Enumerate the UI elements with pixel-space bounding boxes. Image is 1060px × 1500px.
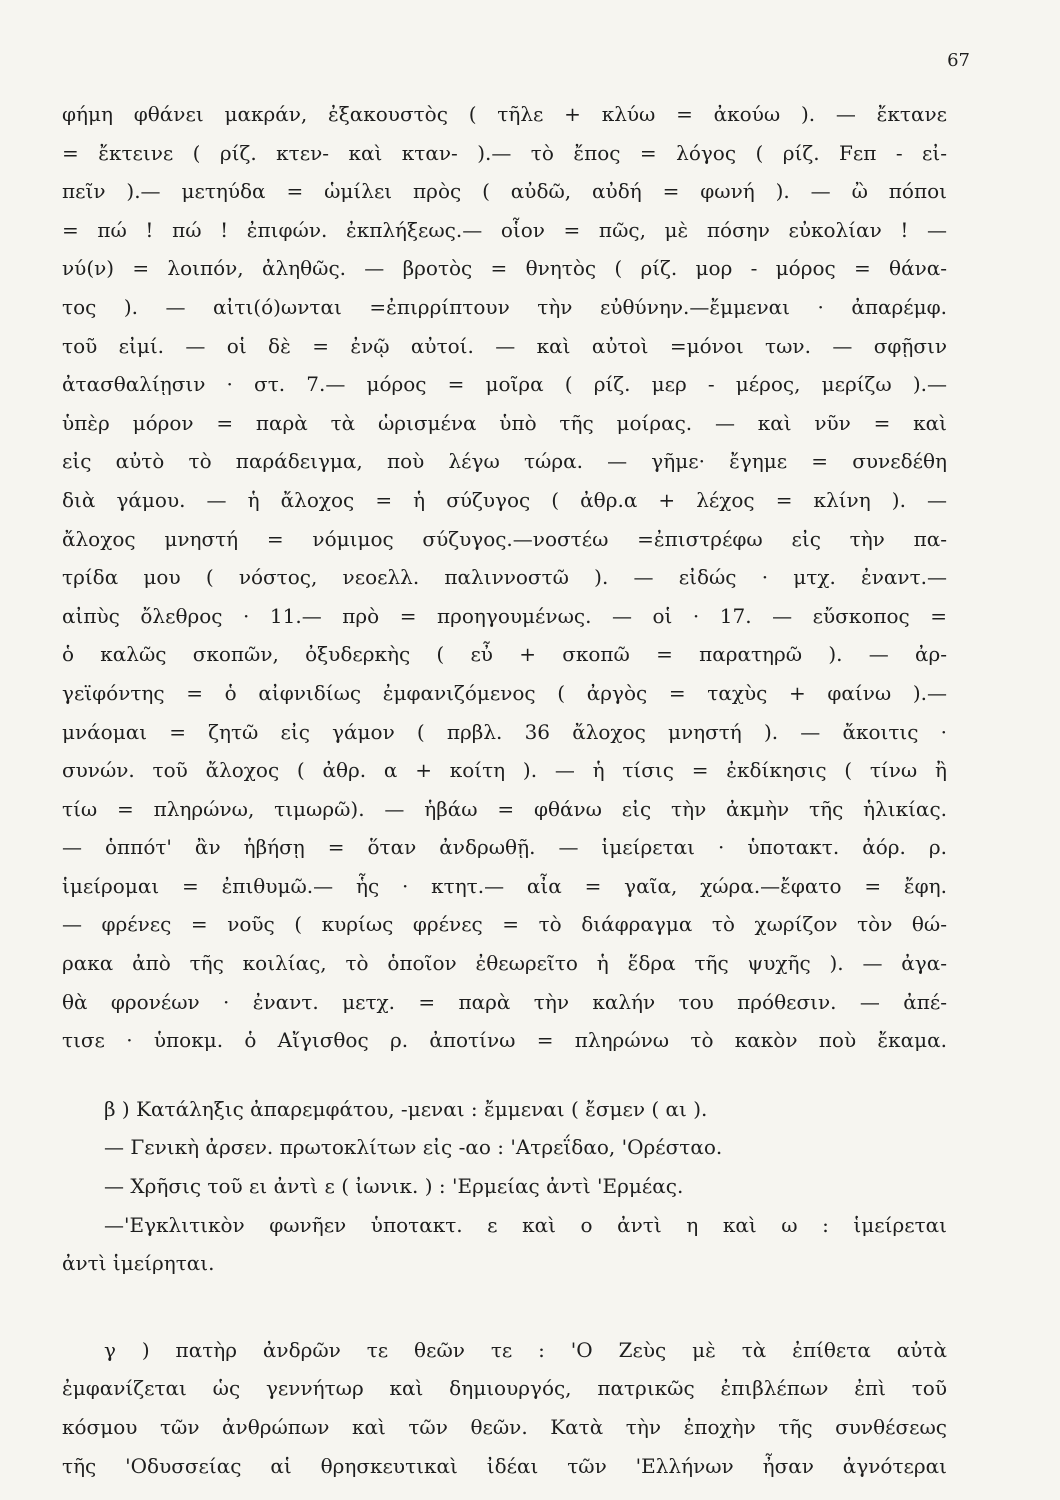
glossary-line: εἰς αὐτὸ τὸ παράδειγμα, ποὺ λέγω τώρα. — γῆμε· ἔγημε = συνεδέθη [62,449,947,474]
glossary-line: αἰπὺς ὄλεθρος · 11.— πρὸ = προηγουμένως. — οἱ · 17. — εὔσκοπος = [62,603,947,628]
section-spacer [62,1060,947,1090]
glossary-line: συνών. τοῦ ἄλοχος ( ἀθρ. α + κοίτη ). — ἡ τίσις = ἐκδίκησις ( τίνω ἢ [62,758,947,783]
section-spacer [62,1283,947,1331]
glossary-line: = πώ ! πώ ! ἐπιφών. ἐκπλήξεως.— οἷον = πῶς, μὲ πόσην εὐκολίαν ! — [62,217,947,242]
glossary-line: νύ(ν) = λοιπόν, ἀληθῶς. — βροτὸς = θνητὸς ( ρίζ. μορ - μόρος = θάνα- [62,256,947,281]
section-gamma-line: ἐμφανίζεται ὡς γεννήτωρ καὶ δημιουργός, πατρικῶς ἐπιβλέπων ἐπὶ τοῦ [62,1376,947,1401]
section-gamma-line: τῆς 'Οδυσσείας αἱ θρησκευτικαὶ ἰδέαι τῶν 'Ελλήνων ἦσαν ἀγνότεραι [62,1453,947,1478]
section-beta-line: β ) Κατάληξις ἀπαρεμφάτου, -μεναι : ἔμμεναι ( ἔσμεν ( αι ). [104,1096,708,1121]
glossary-line: τοῦ εἰμί. — οἱ δὲ = ἐνῷ αὐτοί. — καὶ αὐτοὶ =μόνοι των. — σφῇσιν [62,333,947,358]
section-beta [62,1090,947,1283]
glossary-line: γεϊφόντης = ὁ αἰφνιδίως ἐμφανιζόμενος ( ἀργὸς = ταχὺς + φαίνω ).— [62,680,947,705]
glossary-block [62,95,947,1060]
glossary-line: ρακα ἀπὸ τῆς κοιλίας, τὸ ὁποῖον ἐθεωρεῖτο ἡ ἕδρα τῆς ψυχῆς ). — ἀγα- [62,951,947,976]
section-beta-line: — Χρῆσις τοῦ ει ἀντὶ ε ( ἰωνικ. ) : 'Ερμείας ἀντὶ 'Ερμέας. [104,1174,684,1199]
glossary-line: τρίδα μου ( νόστος, νεοελλ. παλιννοστῶ ). — εἰδώς · μτχ. ἐναντ.— [62,565,947,590]
glossary-line: — φρένες = νοῦς ( κυρίως φρένες = τὸ διάφραγμα τὸ χωρίζον τὸν θώ- [62,912,947,937]
section-gamma-line: κόσμου τῶν ἀνθρώπων καὶ τῶν θεῶν. Κατὰ τὴν ἐποχὴν τῆς συνθέσεως [62,1415,947,1439]
glossary-line: τίω = πληρώνω, τιμωρῶ). — ἡβάω = φθάνω εἰς τὴν ἀκμὴν τῆς ἡλικίας. [62,796,947,821]
glossary-line: ἄλοχος μνηστή = νόμιμος σύζυγος.—νοστέω =ἐπιστρέφω εἰς τὴν πα- [62,526,947,551]
glossary-line: θὰ φρονέων · ἐναντ. μετχ. = παρὰ τὴν καλήν του πρόθεσιν. — ἀπέ- [62,989,947,1014]
glossary-line: ὁ καλῶς σκοπῶν, ὀξυδερκὴς ( εὖ + σκοπῶ = παρατηρῶ ). — ἀρ- [62,642,947,667]
glossary-line: τισε · ὑποκμ. ὁ Αἴγισθος ρ. ἀποτίνω = πληρώνω τὸ κακὸν ποὺ ἔκαμα. [62,1028,947,1053]
section-beta-line: ἀντὶ ἱμείρηται. [62,1251,215,1276]
section-gamma-line: γ ) πατὴρ ἀνδρῶν τε θεῶν τε : 'Ο Ζεὺς μὲ τὰ ἐπίθετα αὐτὰ [104,1337,947,1362]
glossary-line: = ἔκτεινε ( ρίζ. κτεν- καὶ κταν- ).— τὸ ἔπος = λόγος ( ρίζ. Fεπ - εἰ- [62,140,947,165]
section-beta-line: —'Εγκλιτικὸν φωνῆεν ὑποτακτ. ε καὶ ο ἀντὶ η καὶ ω : ἱμείρεται [104,1212,947,1237]
glossary-line: τος ). — αἰτι(ό)ωνται =ἐπιρρίπτουν τὴν εὐθύνην.—ἔμμεναι · ἀπαρέμφ. [62,294,947,319]
glossary-line: διὰ γάμου. — ἡ ἄλοχος = ἡ σύζυγος ( ἀθρ.α + λέχος = κλίνη ). — [62,487,947,512]
glossary-line: φήμη φθάνει μακράν, ἐξακουστὸς ( τῆλε + κλύω = ἀκούω ). — ἔκτανε [62,102,947,126]
glossary-line: ἀτασθαλίῃσιν · στ. 7.— μόρος = μοῖρα ( ρίζ. μερ - μέρος, μερίζω ).— [62,372,947,397]
glossary-line: ἱμείρομαι = ἐπιθυμῶ.— ἧς · κτητ.— αἶα = γαῖα, χώρα.—ἔφατο = ἔφη. [62,873,947,898]
section-beta-line: — Γενικὴ ἀρσεν. πρωτοκλίτων εἰς -αο : 'Ατρεΐδαο, 'Ορέσταο. [104,1135,723,1160]
page-body [62,95,947,1485]
glossary-line: μνάομαι = ζητῶ εἰς γάμον ( πρβλ. 36 ἄλοχος μνηστή ). — ἄκοιτις · [62,719,947,744]
glossary-line: — ὁππότ' ἂν ἡβήσῃ = ὅταν ἀνδρωθῇ. — ἱμείρεται · ὑποτακτ. ἀόρ. ρ. [62,835,947,860]
section-gamma [62,1331,947,1485]
page-number: 67 [947,50,970,71]
glossary-line: πεῖν ).— μετηύδα = ὡμίλει πρὸς ( αὐδῶ, αὐδή = φωνή ). — ὢ πόποι [62,179,947,204]
glossary-line: ὑπὲρ μόρον = παρὰ τὰ ὡρισμένα ὑπὸ τῆς μοίρας. — καὶ νῦν = καὶ [62,410,947,435]
